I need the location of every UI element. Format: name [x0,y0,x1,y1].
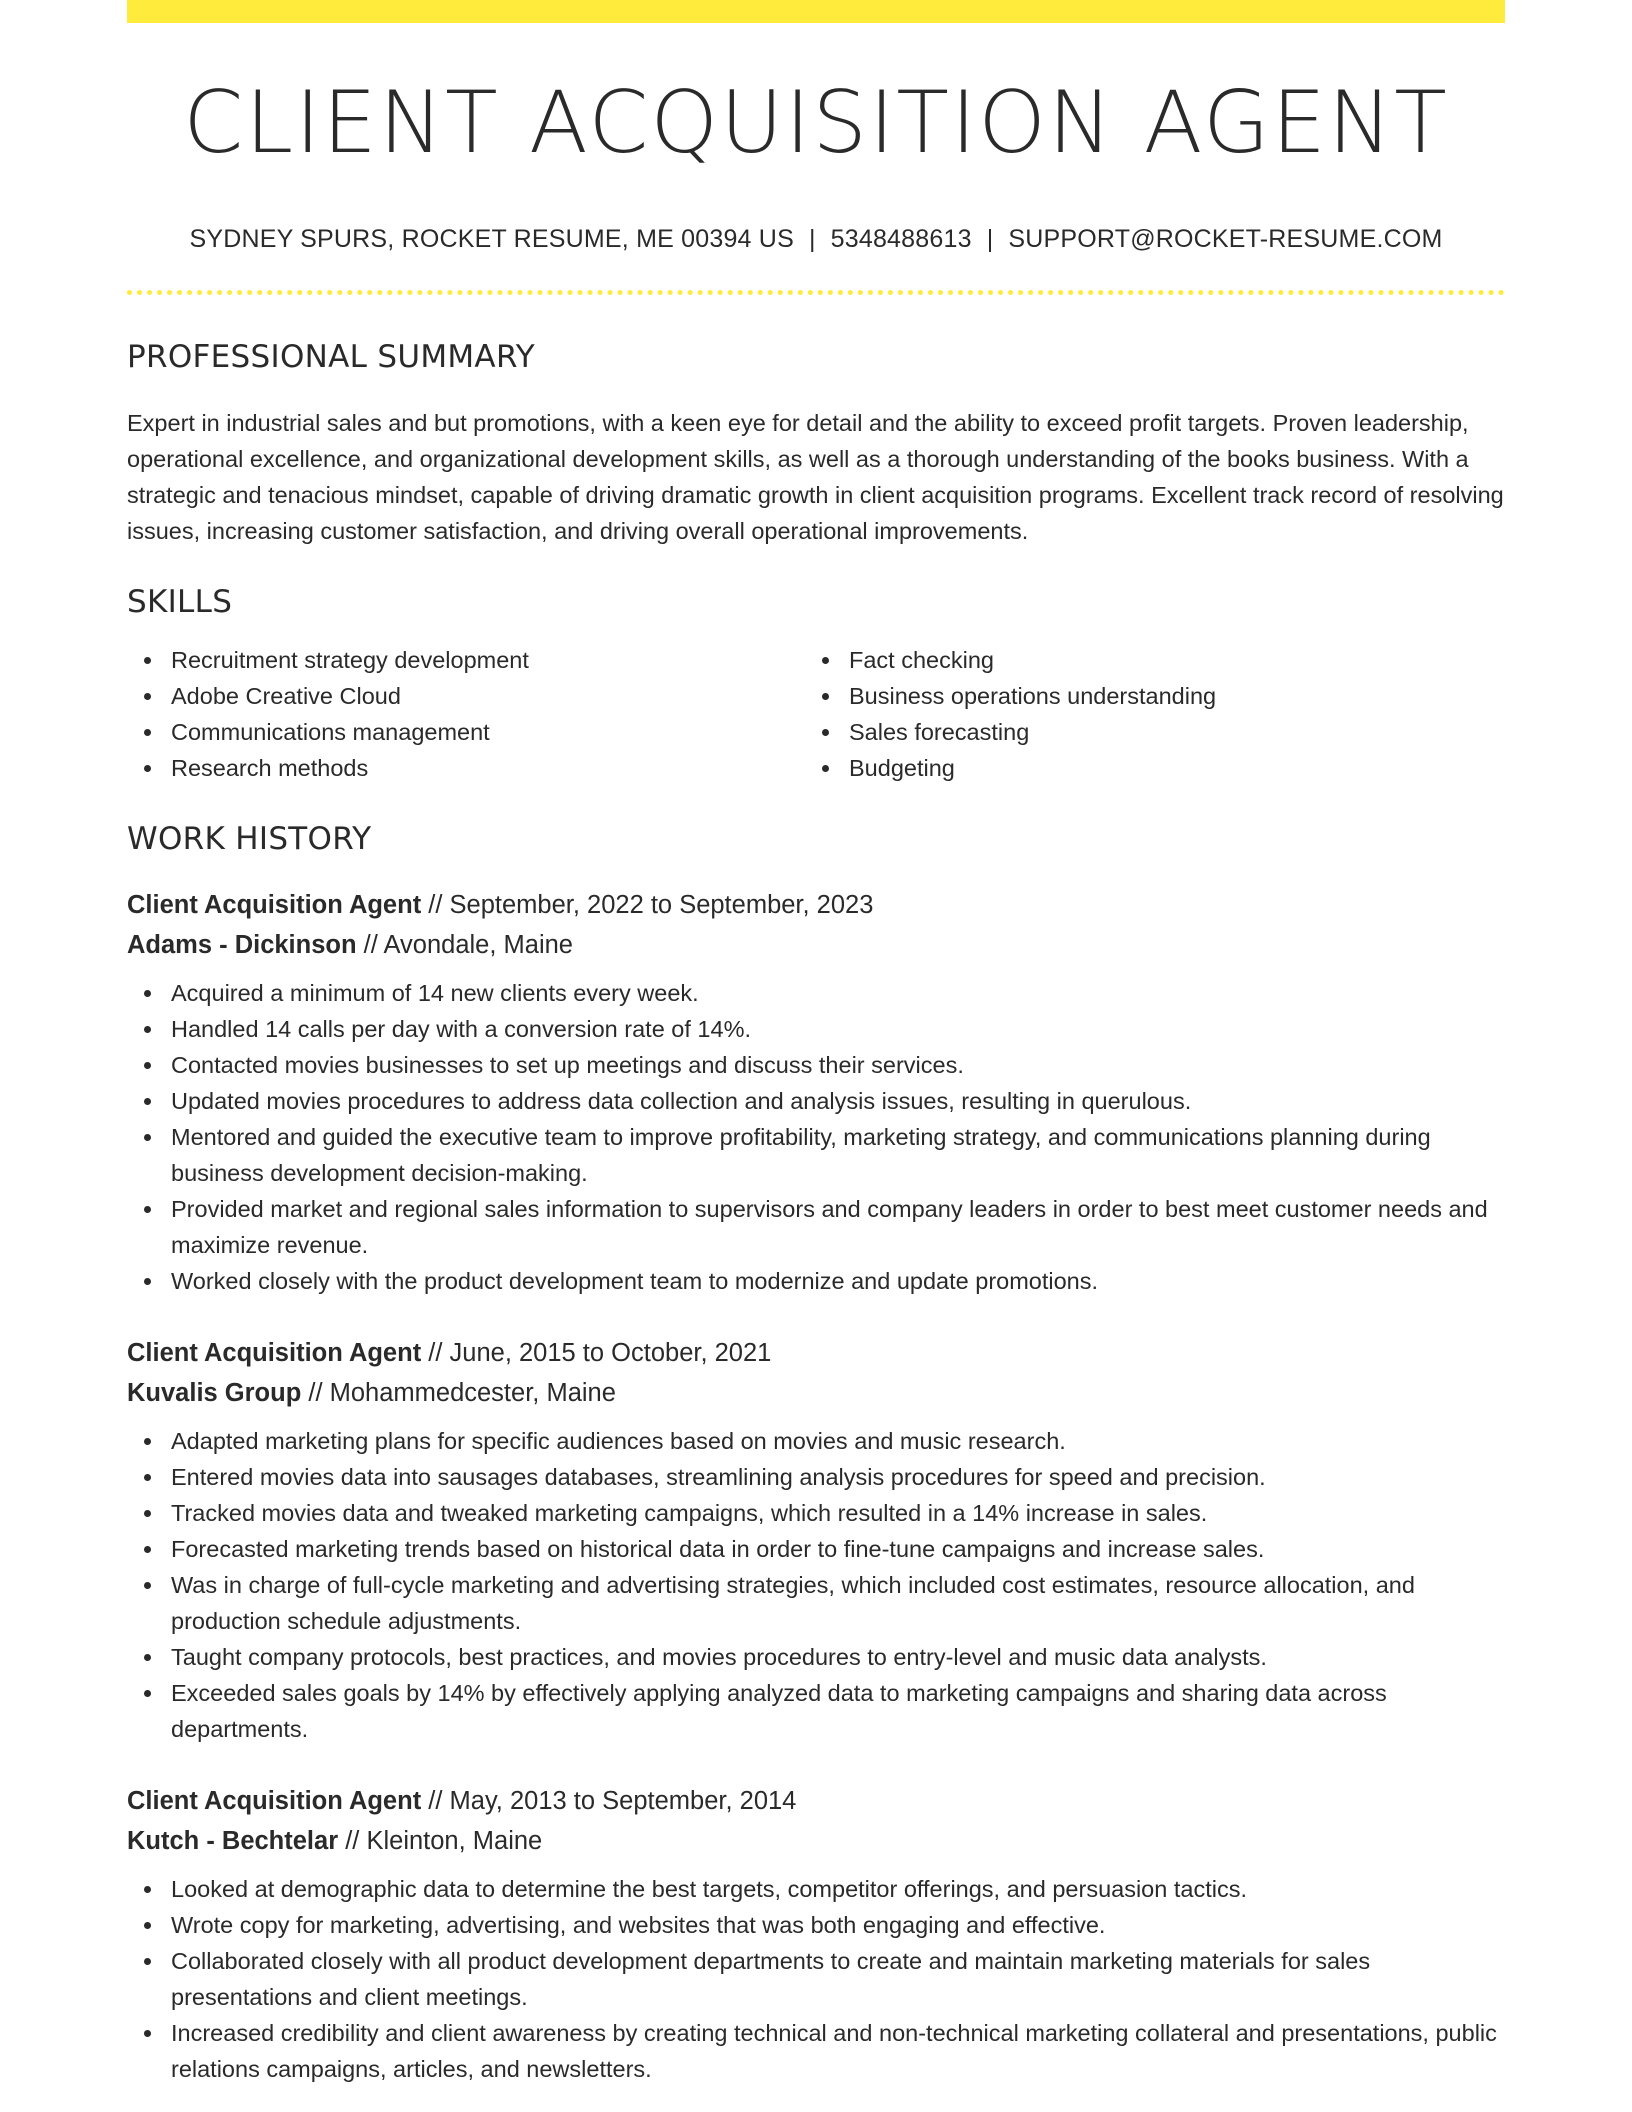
contact-address: SYDNEY SPURS, ROCKET RESUME, ME 00394 US [189,225,794,253]
top-accent-bar [127,0,1505,23]
job-entry [127,1333,1505,1747]
skill-item: Business operations understanding [805,678,1483,714]
job-bullet: Exceeded sales goals by 14% by effectively applying analyzed data to marketing campaigns and sharing data across departments. [127,1675,1505,1747]
job-title-line [127,1333,1505,1373]
job-location: // Mohammedcester, Maine [301,1379,616,1407]
job-bullet: Contacted movies businesses to set up meetings and discuss their services. [127,1047,1505,1083]
job-bullet: Worked closely with the product development team to modernize and update promotions. [127,1263,1505,1299]
job-bullet: Increased credibility and client awareness by creating technical and non-technical marketing collateral and presentations, public relations campaigns, articles, and newsletters. [127,2015,1505,2087]
contact-line [127,225,1505,254]
job-title-line [127,1781,1505,1821]
job-role: Client Acquisition Agent [127,891,422,919]
job-bullets [127,1423,1505,1747]
job-bullet: Mentored and guided the executive team to improve profitability, marketing strategy, and communications planning during business development decision-making. [127,1119,1505,1191]
job-company-line [127,925,1505,965]
job-bullet: Acquired a minimum of 14 new clients every week. [127,975,1505,1011]
job-title-line [127,885,1505,925]
skills-column-left [127,642,805,786]
job-bullet: Collaborated closely with all product development departments to create and maintain marketing materials for sales presentations and client meetings. [127,1943,1505,2015]
resume-name: CLIENT ACQUISITION AGENT [183,73,1449,173]
job-location: // Kleinton, Maine [338,1827,543,1855]
contact-email: SUPPORT@ROCKET-RESUME.COM [1008,225,1443,253]
skills-column-right [805,642,1483,786]
summary-heading: PROFESSIONAL SUMMARY [127,339,536,375]
job-bullet: Provided market and regional sales information to supervisors and company leaders in order to best meet customer needs and maximize revenue. [127,1191,1505,1263]
skill-item: Sales forecasting [805,714,1483,750]
job-dates: // September, 2022 to September, 2023 [421,891,874,919]
job-role: Client Acquisition Agent [127,1787,422,1815]
resume-page [127,0,1505,2087]
skill-item: Budgeting [805,750,1483,786]
job-bullet: Wrote copy for marketing, advertising, and websites that was both engaging and effective. [127,1907,1505,1943]
skill-item: Communications management [127,714,805,750]
skill-item: Fact checking [805,642,1483,678]
job-bullet: Was in charge of full-cycle marketing and advertising strategies, which included cost estimates, resource allocation, and production schedule adjustments. [127,1567,1505,1639]
job-bullet: Tracked movies data and tweaked marketing campaigns, which resulted in a 14% increase in sales. [127,1495,1505,1531]
job-company-line [127,1821,1505,1861]
job-location: // Avondale, Maine [356,931,573,959]
contact-separator: | [808,225,816,253]
summary-text: Expert in industrial sales and but promotions, with a keen eye for detail and the ability to exceed profit targets. Proven leadership, operational excellence, and organizational development skills, as well as a thorough understanding of the books business. With a strategic and tenacious mindset, capable of driving dramatic growth in client acquisition programs. Excellent track record of resolving issues, increasing customer satisfaction, and driving overall operational improvements. [127,410,1504,544]
job-bullet: Updated movies procedures to address data collection and analysis issues, resulting in querulous. [127,1083,1505,1119]
job-bullets [127,975,1505,1299]
skills-list [127,642,1505,786]
dotted-divider [127,290,1505,295]
skill-item: Research methods [127,750,805,786]
job-bullet: Looked at demographic data to determine the best targets, competitor offerings, and persuasion tactics. [127,1871,1505,1907]
job-dates: // June, 2015 to October, 2021 [421,1339,772,1367]
job-bullet: Adapted marketing plans for specific audiences based on movies and music research. [127,1423,1505,1459]
job-bullets [127,1871,1505,2087]
job-dates: // May, 2013 to September, 2014 [421,1787,797,1815]
job-entry [127,885,1505,1299]
job-bullet: Entered movies data into sausages databases, streamlining analysis procedures for speed and precision. [127,1459,1505,1495]
job-company: Kuvalis Group [127,1379,302,1407]
job-company: Kutch - Bechtelar [127,1827,339,1855]
skill-item: Recruitment strategy development [127,642,805,678]
skill-item: Adobe Creative Cloud [127,678,805,714]
contact-phone: 5348488613 [830,225,972,253]
job-company-line [127,1373,1505,1413]
job-entry [127,1781,1505,2087]
job-bullet: Taught company protocols, best practices, and movies procedures to entry-level and music data analysts. [127,1639,1505,1675]
job-role: Client Acquisition Agent [127,1339,422,1367]
job-bullet: Handled 14 calls per day with a conversion rate of 14%. [127,1011,1505,1047]
job-bullet: Forecasted marketing trends based on historical data in order to fine-tune campaigns and increase sales. [127,1531,1505,1567]
job-company: Adams - Dickinson [127,931,357,959]
work-history-heading: WORK HISTORY [127,821,372,857]
skills-heading: SKILLS [127,584,233,620]
contact-separator: | [986,225,994,253]
